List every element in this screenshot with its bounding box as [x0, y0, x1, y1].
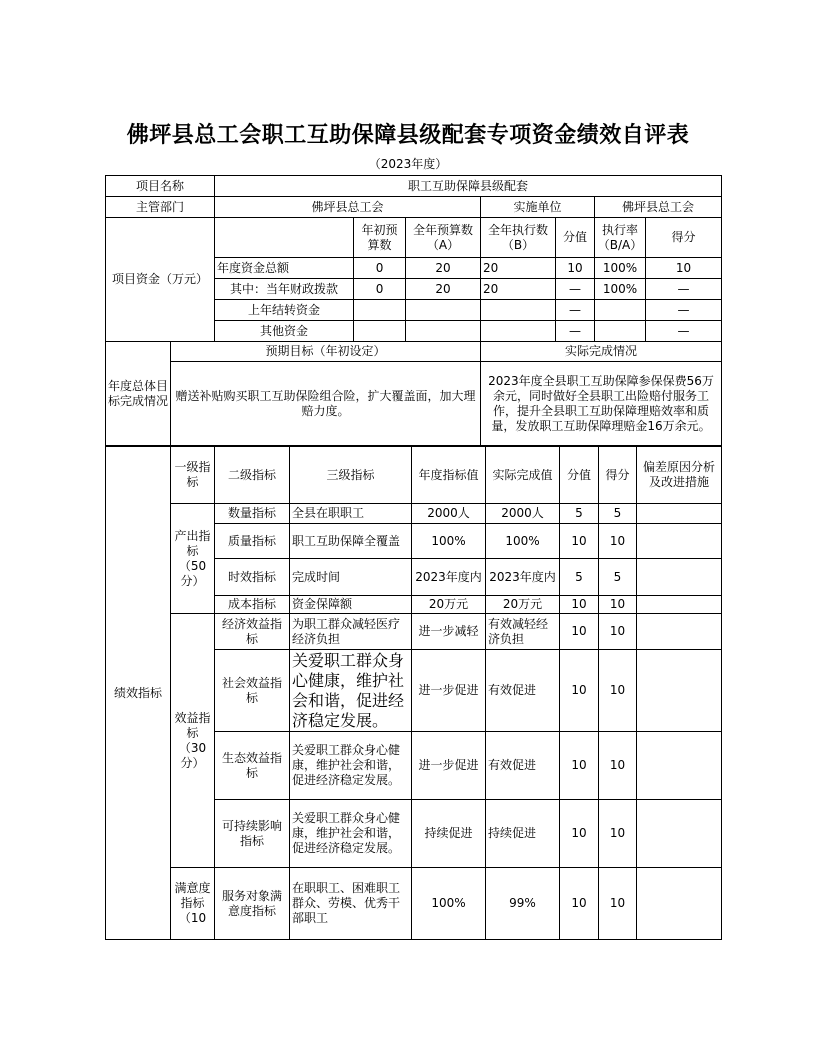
indicators-table	[105, 446, 722, 940]
funds-cell	[354, 321, 406, 342]
note-cell	[637, 650, 722, 732]
dept-label: 主管部门	[106, 197, 215, 218]
satisfaction-label: 满意度指标（10	[171, 868, 215, 940]
funds-cell: 100%	[595, 258, 646, 279]
output-label: 产出指标（50分）	[171, 504, 215, 614]
l3-cell: 资金保障额	[290, 596, 412, 614]
l3-cell: 在职职工、困难职工群众、劳模、优秀干部职工	[290, 868, 412, 940]
project-info-table	[105, 175, 722, 446]
indicators-header: 分值	[560, 447, 599, 504]
l2-cell: 服务对象满意度指标	[215, 868, 290, 940]
funds-cell: 10	[556, 258, 595, 279]
benefit-label: 效益指标（30分）	[171, 614, 215, 868]
goals-label: 年度总体目标完成情况	[106, 342, 171, 446]
funds-cell: 20	[406, 279, 481, 300]
dept-value: 佛坪县总工会	[215, 197, 481, 218]
indicators-header: 一级指标	[171, 447, 215, 504]
score-cell: 10	[560, 800, 599, 868]
funds-header: 执行率（B/A）	[595, 218, 646, 258]
got-cell: 10	[599, 650, 637, 732]
funds-cell: 20	[406, 258, 481, 279]
project-name-value: 职工互助保障县级配套	[215, 176, 722, 197]
indicators-header: 年度指标值	[412, 447, 486, 504]
target-cell: 持续促进	[412, 800, 486, 868]
funds-row-label: 其他资金	[215, 321, 354, 342]
score-cell: 10	[560, 596, 599, 614]
project-name-row	[106, 176, 722, 197]
funds-row-label: 其中：当年财政拨款	[215, 279, 354, 300]
l3-cell: 全县在职职工	[290, 504, 412, 524]
funds-cell: —	[556, 279, 595, 300]
l2-cell: 经济效益指标	[215, 614, 290, 650]
indicators-header-row	[106, 447, 722, 504]
indicators-header: 三级指标	[290, 447, 412, 504]
score-cell: 10	[560, 524, 599, 559]
indicators-header: 得分	[599, 447, 637, 504]
funds-cell: 20	[481, 258, 556, 279]
actual-cell: 有效减轻经济负担	[486, 614, 560, 650]
score-cell: 10	[560, 614, 599, 650]
funds-cell: —	[646, 279, 722, 300]
target-cell: 进一步促进	[412, 732, 486, 800]
l2-cell: 数量指标	[215, 504, 290, 524]
target-cell: 20万元	[412, 596, 486, 614]
l3-cell: 为职工群众减轻医疗经济负担	[290, 614, 412, 650]
l3-cell: 职工互助保障全覆盖	[290, 524, 412, 559]
l3-cell: 关爱职工群众身心健康，维护社会和谐，促进经济稳定发展。	[290, 800, 412, 868]
l3-cell: 完成时间	[290, 559, 412, 596]
funds-cell	[595, 321, 646, 342]
l3-cell: 关爱职工群众身心健康，维护社会和谐，促进经济稳定发展。	[290, 650, 412, 732]
actual-cell: 100%	[486, 524, 560, 559]
score-cell: 10	[560, 868, 599, 940]
funds-row-label: 年度资金总额	[215, 258, 354, 279]
target-cell: 进一步减轻	[412, 614, 486, 650]
note-cell	[637, 868, 722, 940]
funds-header-row	[106, 218, 722, 258]
actual-cell: 2023年度内	[486, 559, 560, 596]
target-cell: 进一步促进	[412, 650, 486, 732]
note-cell	[637, 614, 722, 650]
funds-row-label: 上年结转资金	[215, 300, 354, 321]
goals-actual-header: 实际完成情况	[481, 342, 722, 362]
goals-expected: 赠送补贴购买职工互助保险组合险，扩大覆盖面，加大理赔力度。	[171, 362, 481, 446]
funds-header: 全年预算数（A）	[406, 218, 481, 258]
score-cell: 10	[560, 732, 599, 800]
funds-header: 分值	[556, 218, 595, 258]
goals-actual: 2023年度全县职工互助保障参保保费56万余元，同时做好全县职工出险赔付服务工作，提升全县职工互助保障理赔效率和质量，发放职工互助保障理赔金16万余元。	[481, 362, 722, 446]
funds-cell: 10	[646, 258, 722, 279]
got-cell: 10	[599, 732, 637, 800]
funds-header: 全年执行数（B）	[481, 218, 556, 258]
indicators-header: 偏差原因分析及改进措施	[637, 447, 722, 504]
got-cell: 10	[599, 596, 637, 614]
note-cell	[637, 596, 722, 614]
table-row	[106, 868, 722, 940]
got-cell: 5	[599, 559, 637, 596]
funds-cell: —	[556, 321, 595, 342]
funds-cell: 20	[481, 279, 556, 300]
funds-cell: —	[646, 321, 722, 342]
indicators-header: 二级指标	[215, 447, 290, 504]
got-cell: 10	[599, 614, 637, 650]
actual-cell: 2000人	[486, 504, 560, 524]
note-cell	[637, 559, 722, 596]
dept-row	[106, 197, 722, 218]
funds-cell	[354, 300, 406, 321]
got-cell: 10	[599, 868, 637, 940]
indicators-header: 实际完成值	[486, 447, 560, 504]
l2-cell: 时效指标	[215, 559, 290, 596]
got-cell: 5	[599, 504, 637, 524]
score-cell: 5	[560, 559, 599, 596]
funds-cell	[406, 300, 481, 321]
project-name-label: 项目名称	[106, 176, 215, 197]
funds-cell	[481, 321, 556, 342]
funds-label: 项目资金（万元）	[106, 218, 215, 342]
funds-header: 得分	[646, 218, 722, 258]
goals-header-row	[106, 342, 722, 362]
goals-expected-header: 预期目标（年初设定）	[171, 342, 481, 362]
l2-cell: 生态效益指标	[215, 732, 290, 800]
got-cell: 10	[599, 524, 637, 559]
target-cell: 100%	[412, 868, 486, 940]
got-cell: 10	[599, 800, 637, 868]
score-cell: 5	[560, 504, 599, 524]
target-cell: 2023年度内	[412, 559, 486, 596]
funds-cell	[595, 300, 646, 321]
impl-value: 佛坪县总工会	[595, 197, 722, 218]
note-cell	[637, 504, 722, 524]
funds-header: 年初预算数	[354, 218, 406, 258]
actual-cell: 有效促进	[486, 650, 560, 732]
funds-header-blank	[215, 218, 354, 258]
l2-cell: 成本指标	[215, 596, 290, 614]
l2-cell: 社会效益指标	[215, 650, 290, 732]
page-title: 佛坪县总工会职工互助保障县级配套专项资金绩效自评表	[126, 122, 690, 148]
funds-cell: —	[556, 300, 595, 321]
funds-cell: 0	[354, 258, 406, 279]
impl-label: 实施单位	[481, 197, 595, 218]
table-row	[106, 614, 722, 650]
note-cell	[637, 524, 722, 559]
funds-cell: 100%	[595, 279, 646, 300]
target-cell: 100%	[412, 524, 486, 559]
actual-cell: 99%	[486, 868, 560, 940]
l2-cell: 质量指标	[215, 524, 290, 559]
funds-cell: —	[646, 300, 722, 321]
page-subtitle: （2023年度）	[368, 157, 448, 171]
funds-cell	[481, 300, 556, 321]
funds-cell	[406, 321, 481, 342]
score-cell: 10	[560, 650, 599, 732]
note-cell	[637, 800, 722, 868]
l2-cell: 可持续影响指标	[215, 800, 290, 868]
goals-content-row	[106, 362, 722, 446]
actual-cell: 持续促进	[486, 800, 560, 868]
table-row	[106, 504, 722, 524]
note-cell	[637, 732, 722, 800]
funds-cell: 0	[354, 279, 406, 300]
target-cell: 2000人	[412, 504, 486, 524]
indicators-label: 绩效指标	[106, 447, 171, 940]
l3-cell: 关爱职工群众身心健康，维护社会和谐，促进经济稳定发展。	[290, 732, 412, 800]
actual-cell: 有效促进	[486, 732, 560, 800]
actual-cell: 20万元	[486, 596, 560, 614]
